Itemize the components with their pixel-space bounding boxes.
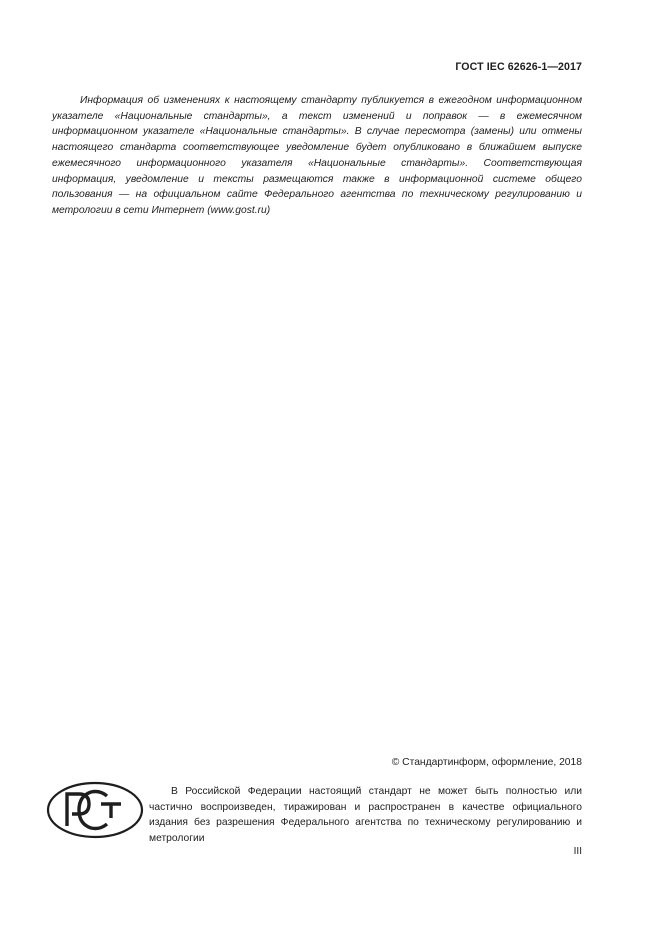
page-number: III [573,846,582,857]
rst-certification-mark-icon [45,780,145,840]
info-notice-paragraph: Информация об изменениях к настоящему стандарту публикуется в ежегодном информационном указателе «Национальные стандарты», а текст изменений и поправок — в ежемесячном информационном указателе «Национальные стандарты». В случае пересмотра (замены) или отмены настоящего стандарта соответствующее уведомление будет опубликовано в ближайшем выпуске ежемесячного информационного указателя «Национальные стандарты». Соответствующая информация, уведомление и тексты размещаются также в информационной системе общего пользования — на официальном сайте Федерального агентства по техническому регулированию и метрологии в сети Интернет (www.gost.ru) [52,95,582,216]
standard-code: ГОСТ IEC 62626-1—2017 [455,61,582,73]
rights-notice-paragraph: В Российской Федерации настоящий стандарт не может быть полностью или частично воспроизведен, тиражирован и распространен в качестве официального издания без разрешения Федерального агентства по техническому регулированию и метрологии [149,786,582,845]
copyright-notice: © Стандартинформ, оформление, 2018 [391,757,582,768]
